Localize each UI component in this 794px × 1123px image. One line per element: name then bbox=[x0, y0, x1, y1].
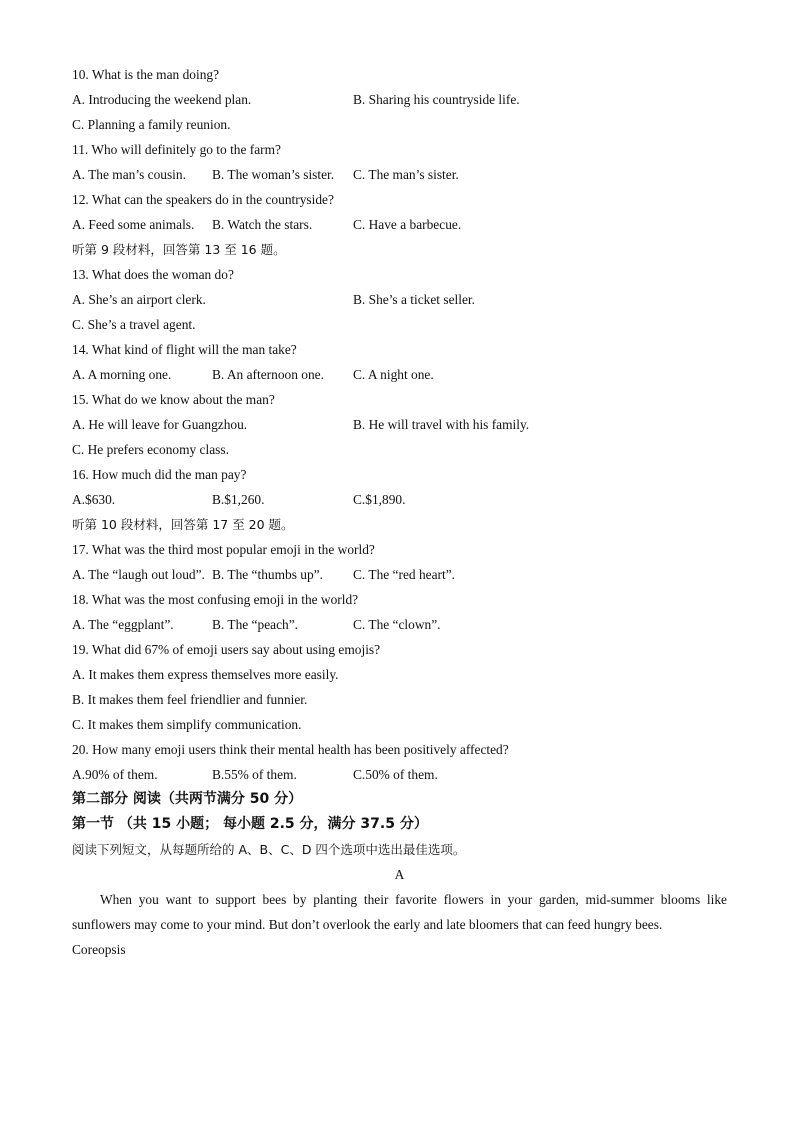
option-c: C. It makes them simplify communication. bbox=[72, 717, 302, 732]
option-a: A. The “eggplant”. bbox=[72, 617, 174, 632]
options-row bbox=[72, 287, 727, 312]
options-row bbox=[72, 762, 727, 787]
question-20 bbox=[72, 737, 727, 762]
passage-label: A bbox=[394, 867, 405, 882]
option-b: B. It makes them feel friendlier and funnier. bbox=[72, 692, 308, 707]
option-b: B.$1,260. bbox=[212, 492, 265, 507]
option-b: B. Watch the stars. bbox=[212, 217, 313, 232]
options-row bbox=[72, 362, 727, 387]
option-c: C. A night one. bbox=[353, 367, 434, 382]
option-a: A. The man’s cousin. bbox=[72, 167, 186, 182]
question-11 bbox=[72, 137, 727, 162]
option-c: C.$1,890. bbox=[353, 492, 406, 507]
passage-heading: Coreopsis bbox=[72, 942, 126, 957]
question-text: 13. What does the woman do? bbox=[72, 267, 234, 282]
question-16 bbox=[72, 462, 727, 487]
option-b: B. Sharing his countryside life. bbox=[353, 92, 520, 107]
option-c: C. He prefers economy class. bbox=[72, 442, 229, 457]
option-a: A. The “laugh out loud”. bbox=[72, 567, 205, 582]
option-c: C. She’s a travel agent. bbox=[72, 317, 196, 332]
question-12 bbox=[72, 187, 727, 212]
question-17 bbox=[72, 537, 727, 562]
option-a: A. She’s an airport clerk. bbox=[72, 292, 206, 307]
option-b: B. She’s a ticket seller. bbox=[353, 292, 475, 307]
option-a: A.90% of them. bbox=[72, 767, 158, 782]
options-row bbox=[72, 487, 727, 512]
question-14 bbox=[72, 337, 727, 362]
section-9-instruction: 听第 9 段材料，回答第 13 至 16 题。 bbox=[72, 242, 286, 257]
options-row bbox=[72, 562, 727, 587]
option-a: A.$630. bbox=[72, 492, 116, 507]
question-text: 14. What kind of flight will the man take? bbox=[72, 342, 297, 357]
question-text: 19. What did 67% of emoji users say about using emojis? bbox=[72, 642, 381, 657]
option-b: B.55% of them. bbox=[212, 767, 297, 782]
options-row bbox=[72, 212, 727, 237]
question-text: 10. What is the man doing? bbox=[72, 67, 220, 82]
options-row bbox=[72, 112, 727, 137]
option-a: A. It makes them express themselves more easily. bbox=[72, 667, 339, 682]
option-a: A. Feed some animals. bbox=[72, 217, 195, 232]
question-text: 11. Who will definitely go to the farm? bbox=[72, 142, 281, 157]
reading-instruction: 阅读下列短文，从每题所给的 A、B、C、D 四个选项中选出最佳选项。 bbox=[72, 842, 466, 857]
question-text: 12. What can the speakers do in the countryside? bbox=[72, 192, 334, 207]
question-text: 15. What do we know about the man? bbox=[72, 392, 275, 407]
question-10 bbox=[72, 62, 727, 87]
question-text: 17. What was the third most popular emoji in the world? bbox=[72, 542, 375, 557]
question-text: 20. How many emoji users think their mental health has been positively affected? bbox=[72, 742, 509, 757]
question-text: 16. How much did the man pay? bbox=[72, 467, 247, 482]
options-row bbox=[72, 412, 727, 437]
option-c: C. The man’s sister. bbox=[353, 167, 459, 182]
section-1-title: 第一节 （共 15 小题； 每小题 2.5 分，满分 37.5 分） bbox=[72, 816, 428, 832]
question-13 bbox=[72, 262, 727, 287]
option-a: A. He will leave for Guangzhou. bbox=[72, 417, 248, 432]
options-row bbox=[72, 162, 727, 187]
option-b: B. The woman’s sister. bbox=[212, 167, 335, 182]
section-10-instruction: 听第 10 段材料，回答第 17 至 20 题。 bbox=[72, 517, 294, 532]
option-b: B. An afternoon one. bbox=[212, 367, 324, 382]
option-c: C. The “clown”. bbox=[353, 617, 441, 632]
option-c: C.50% of them. bbox=[353, 767, 438, 782]
options-row bbox=[72, 437, 727, 462]
option-a: A. A morning one. bbox=[72, 367, 172, 382]
option-a: A. Introducing the weekend plan. bbox=[72, 92, 252, 107]
passage-paragraph: When you want to support bees by planting their favorite flowers in your garden, mid-summer blooms like sunflowers may come to your mind. But don’t overlook the early and late bloomers that can feed hungry bees. bbox=[72, 892, 727, 932]
question-19 bbox=[72, 637, 727, 662]
question-18 bbox=[72, 587, 727, 612]
option-b: B. He will travel with his family. bbox=[353, 417, 530, 432]
options-row bbox=[72, 312, 727, 337]
option-b: B. The “thumbs up”. bbox=[212, 567, 323, 582]
option-b: B. The “peach”. bbox=[212, 617, 299, 632]
options-row bbox=[72, 612, 727, 637]
question-15 bbox=[72, 387, 727, 412]
option-c: C. The “red heart”. bbox=[353, 567, 455, 582]
options-row bbox=[72, 87, 727, 112]
part-2-title: 第二部分 阅读（共两节满分 50 分） bbox=[72, 791, 303, 807]
exam-page bbox=[72, 62, 727, 962]
option-c: C. Have a barbecue. bbox=[353, 217, 462, 232]
question-text: 18. What was the most confusing emoji in the world? bbox=[72, 592, 359, 607]
option-c: C. Planning a family reunion. bbox=[72, 117, 231, 132]
